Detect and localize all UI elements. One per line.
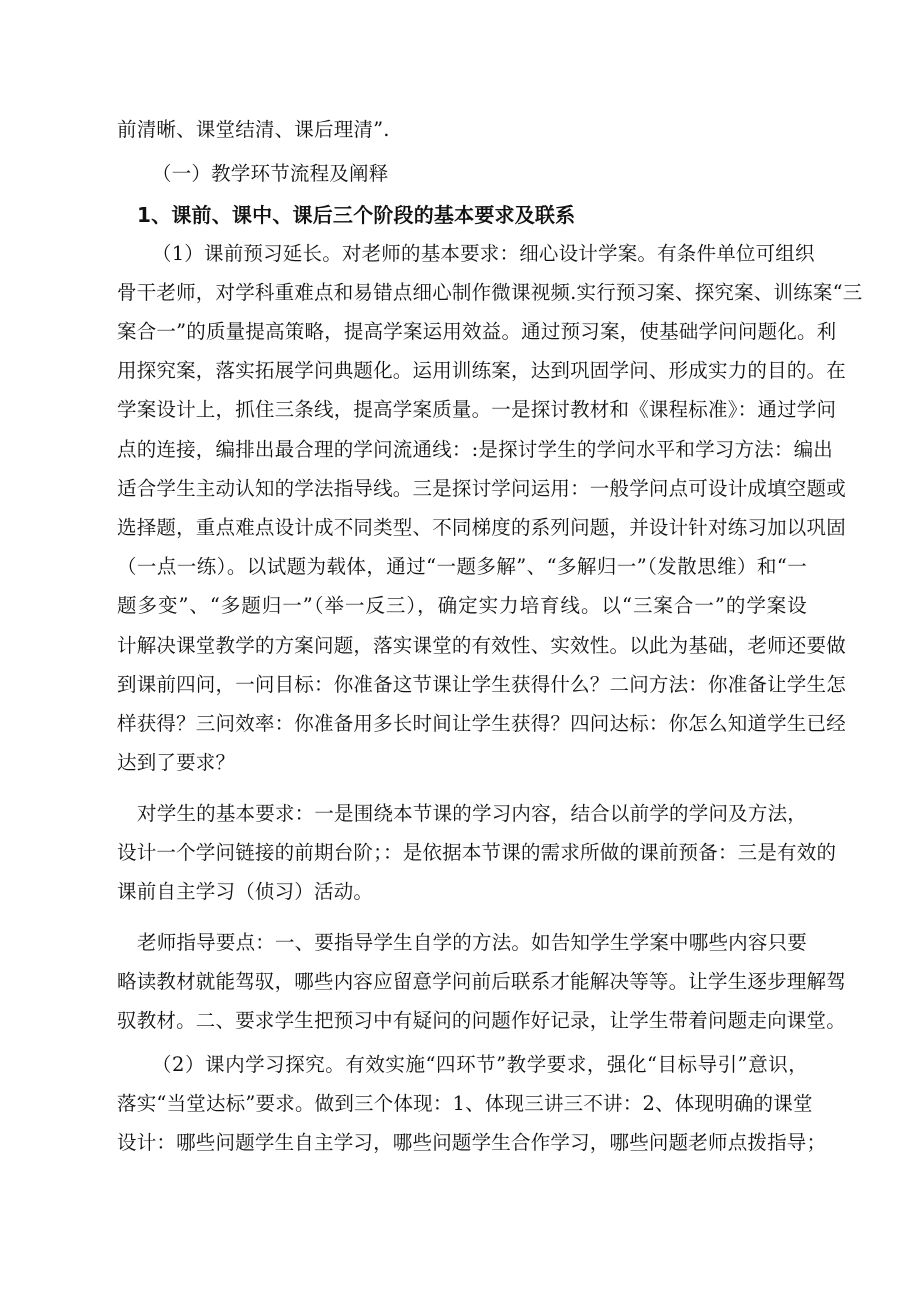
heading-title: 1、课前、课中、课后三个阶段的基本要求及联系 bbox=[137, 203, 576, 227]
paragraph-line: （一点一练）。以试题为载体，通过“一题多解”、“多解归一”（发散思维）和“一 bbox=[117, 555, 807, 578]
paragraph-line: 课前自主学习（侦习）活动。 bbox=[117, 880, 374, 903]
paragraph-line: 选择题，重点难点设计成不同类型、不同梯度的系列问题，并设计针对练习加以巩固 bbox=[117, 516, 846, 539]
paragraph-line: （1）课前预习延长。对老师的基本要求：细心设计学案。有条件单位可组织 bbox=[152, 242, 815, 265]
paragraph-line: 略读教材就能驾驭，哪些内容应留意学问前后联系才能解决等等。让学生逐步理解驾 bbox=[117, 970, 846, 993]
paragraph-line: 适合学生主动认知的学法指导线。三是探讨学问运用：一般学问点可设计成填空题或 bbox=[117, 477, 846, 500]
paragraph-line: 案合一”的质量提高策略，提高学案运用效益。通过预习案，使基础学问问题化。利 bbox=[117, 320, 837, 343]
paragraph-line: 计解决课堂教学的方案问题，落实课堂的有效性、实效性。以此为基础，老师还要做 bbox=[117, 634, 846, 657]
paragraph-line: 设计：哪些问题学生自主学习，哪些问题学生合作学习，哪些问题老师点拨指导； bbox=[117, 1131, 827, 1154]
paragraph-line: 落实“当堂达标”要求。做到三个体现：1、体现三讲三不讲：2、体现明确的课堂 bbox=[117, 1092, 813, 1115]
paragraph-line: 对学生的基本要求：一是围绕本节课的学习内容，结合以前学的学问及方法， bbox=[137, 802, 807, 825]
paragraph-line: 老师指导要点：一、要指导学生自学的方法。如告知学生学案中哪些内容只要 bbox=[137, 931, 807, 954]
paragraph-line: 样获得？三问效率：你准备用多长时间让学生获得？四问达标：你怎么知道学生已经 bbox=[117, 712, 846, 735]
paragraph-line: 设计一个学问链接的前期台阶；：是依据本节课的需求所做的课前预备：三是有效的 bbox=[117, 841, 837, 864]
paragraph-line: 达到了要求？ bbox=[117, 751, 236, 774]
paragraph-line: 前清晰、课堂结清、课后理清”. bbox=[117, 118, 390, 141]
paragraph-line: 点的连接，编排出最合理的学问流通线：:是探讨学生的学问水平和学习方法：编出 bbox=[117, 438, 833, 461]
paragraph-line: 到课前四问，一问目标：你准备这节课让学生获得什么？二问方法：你准备让学生怎 bbox=[117, 673, 846, 696]
paragraph-line: 题多变”、“多题归一”（举一反三），确定实力培育线。以“三案合一”的学案设 bbox=[117, 594, 807, 617]
paragraph-line: （2）课内学习探究。有效实施“四环节”教学要求，强化“目标导引”意识， bbox=[152, 1053, 808, 1076]
paragraph-line: 骨干老师，对学科重难点和易错点细心制作微课视频.实行预习案、探究案、训练案“三 bbox=[117, 281, 863, 304]
paragraph-line: 学案设计上，抓住三条线，提高学案质量。一是探讨教材和《课程标准》：通过学问 bbox=[117, 398, 837, 421]
paragraph-line: 驭教材。二、要求学生把预习中有疑问的问题作好记录，让学生带着问题走向课堂。 bbox=[117, 1009, 846, 1032]
section-title: （一）教学环节流程及阐释 bbox=[152, 162, 389, 185]
paragraph-line: 用探究案，落实拓展学问典题化。运用训练案，达到巩固学问、形成实力的目的。在 bbox=[117, 359, 846, 382]
